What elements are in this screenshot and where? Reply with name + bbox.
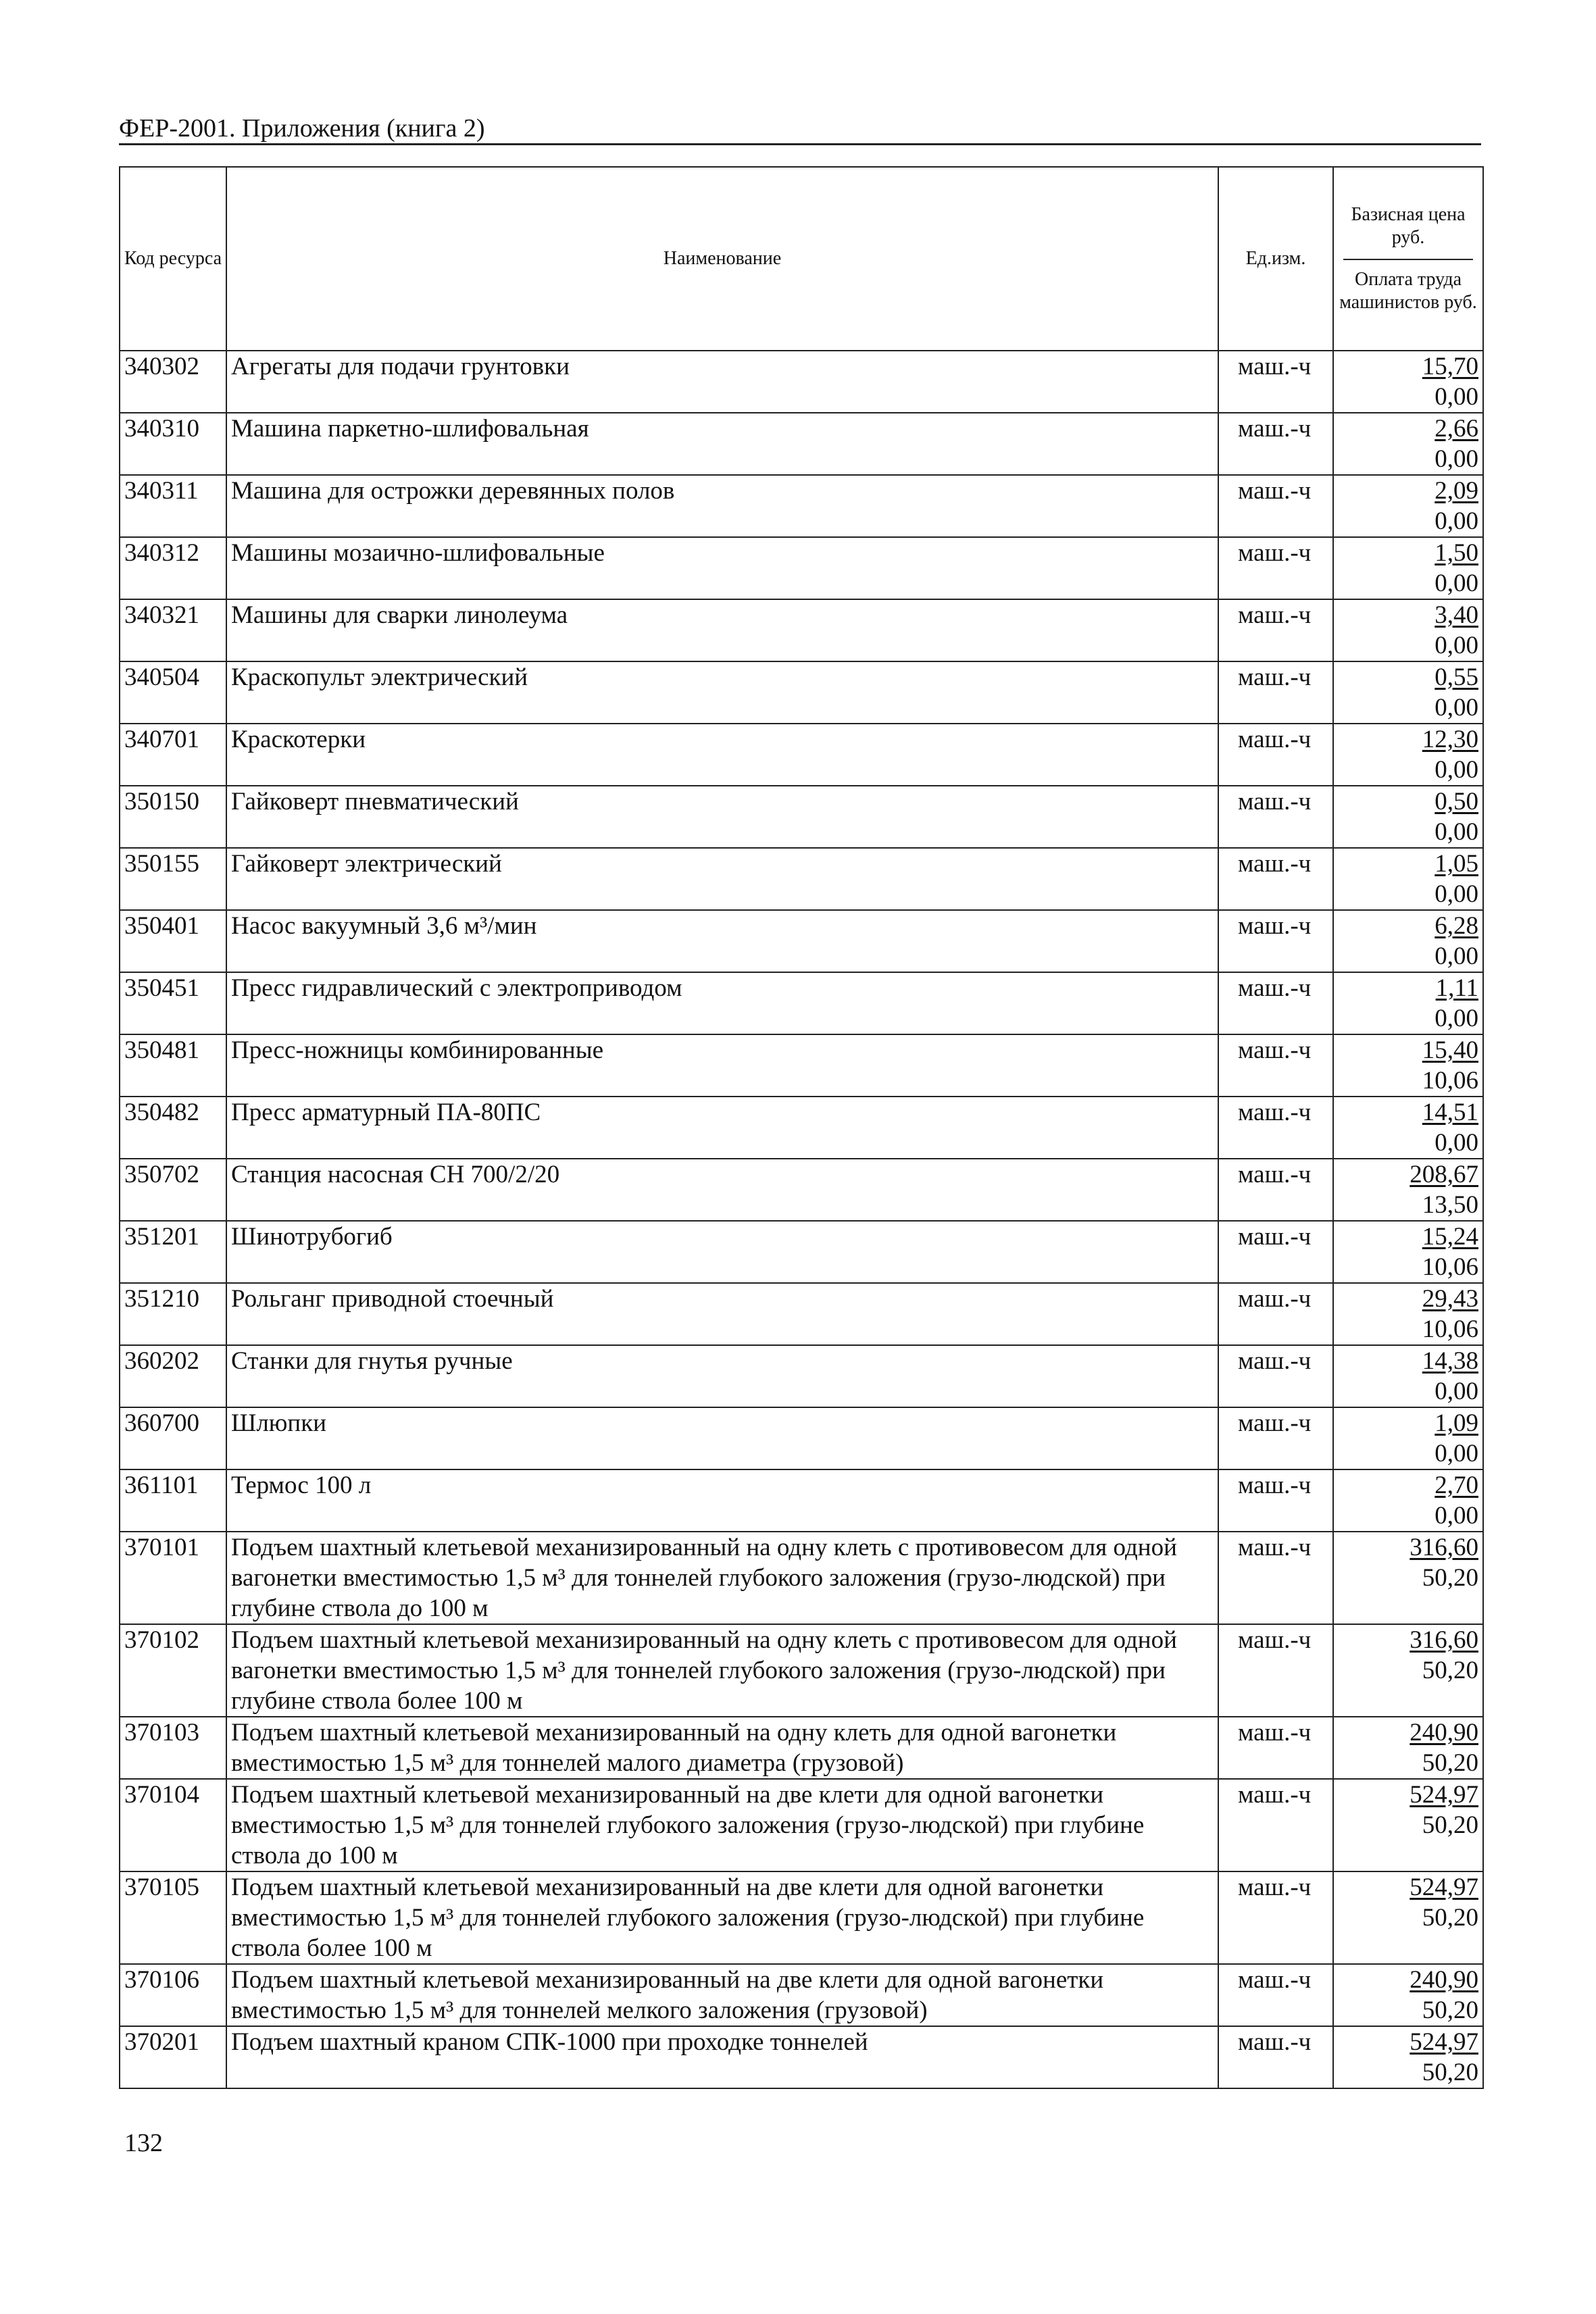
table-row [120,848,1483,910]
cell-unit: маш.-ч [1218,1097,1333,1159]
cell-unit: маш.-ч [1218,1469,1333,1532]
operator-wage-value: 10,06 [1422,1067,1478,1095]
cell-unit: маш.-ч [1218,1964,1333,2026]
operator-wage-value: 0,00 [1435,632,1478,659]
base-price-value: 15,24 [1422,1223,1478,1251]
cell-resource-name: Подъем шахтный клетьевой механизированный на одну клеть с противовесом для одной вагонетки вместимостью 1,5 м³ для тоннелей глубокого заложения (грузо-людской) при глубине ствола более 100 м [226,1624,1218,1717]
base-price-value: 208,67 [1410,1161,1478,1188]
cell-resource-code: 340310 [120,413,226,475]
cell-unit: маш.-ч [1218,848,1333,910]
cell-unit: маш.-ч [1218,1871,1333,1964]
operator-wage-value: 0,00 [1435,880,1478,908]
cell-price [1333,848,1483,910]
cell-resource-name: Рольганг приводной стоечный [226,1283,1218,1345]
table-row [120,413,1483,475]
table-row [120,2026,1483,2088]
cell-unit: маш.-ч [1218,1717,1333,1779]
cell-unit: маш.-ч [1218,475,1333,537]
base-price-value: 240,90 [1410,1966,1478,1994]
cell-resource-name: Подъем шахтный клетьевой механизированный на две клети для одной вагонетки вместимостью 1,5 м³ для тоннелей мелкого заложения (грузовой) [226,1964,1218,2026]
table-row [120,599,1483,661]
cell-resource-name: Подъем шахтный клетьевой механизированный на одну клеть с противовесом для одной вагонетки вместимостью 1,5 м³ для тоннелей глубокого заложения (грузо-людской) при глубине ствола до 100 м [226,1532,1218,1624]
table-row [120,1283,1483,1345]
operator-wage-value: 0,00 [1435,694,1478,722]
base-price-value: 524,97 [1410,1873,1478,1901]
table-row [120,351,1483,413]
base-price-value: 12,30 [1422,726,1478,753]
column-header-price [1333,167,1483,351]
base-price-value: 1,11 [1435,974,1478,1002]
cell-unit: маш.-ч [1218,786,1333,848]
cell-price [1333,1221,1483,1283]
cell-price [1333,1871,1483,1964]
cell-resource-code: 370201 [120,2026,226,2088]
base-price-value: 14,38 [1422,1347,1478,1375]
cell-resource-code: 350155 [120,848,226,910]
cell-unit: маш.-ч [1218,1034,1333,1097]
cell-resource-name: Термос 100 л [226,1469,1218,1532]
table-row [120,475,1483,537]
cell-unit: маш.-ч [1218,351,1333,413]
cell-price [1333,1159,1483,1221]
cell-price [1333,661,1483,724]
column-header-base-price: Базисная цена руб. [1343,203,1473,260]
cell-resource-code: 350401 [120,910,226,972]
cell-resource-name: Подъем шахтный клетьевой механизированный на две клети для одной вагонетки вместимостью 1,5 м³ для тоннелей глубокого заложения (грузо-людской) при глубине ствола до 100 м [226,1779,1218,1871]
table-row [120,1159,1483,1221]
operator-wage-value: 0,00 [1435,1129,1478,1157]
cell-price [1333,475,1483,537]
cell-price [1333,1034,1483,1097]
column-header-operator-wage: Оплата труда машинистов руб. [1339,269,1477,313]
cell-resource-name: Станки для гнутья ручные [226,1345,1218,1407]
cell-unit: маш.-ч [1218,724,1333,786]
cell-price [1333,1964,1483,2026]
cell-unit: маш.-ч [1218,1407,1333,1469]
cell-price [1333,786,1483,848]
column-header-unit: Ед.изм. [1218,167,1333,351]
cell-resource-code: 360202 [120,1345,226,1407]
page-header-title: ФЕР-2001. Приложения (книга 2) [119,114,485,143]
table-row [120,1407,1483,1469]
cell-price [1333,910,1483,972]
operator-wage-value: 0,00 [1435,756,1478,784]
table-row [120,1964,1483,2026]
cell-resource-code: 340312 [120,537,226,599]
cell-resource-name: Шлюпки [226,1407,1218,1469]
operator-wage-value: 0,00 [1435,383,1478,411]
cell-unit: маш.-ч [1218,972,1333,1034]
cell-unit: маш.-ч [1218,2026,1333,2088]
cell-price [1333,1532,1483,1624]
cell-resource-code: 370102 [120,1624,226,1717]
cell-resource-name: Машина паркетно-шлифовальная [226,413,1218,475]
base-price-value: 29,43 [1422,1285,1478,1313]
cell-resource-name: Краскотерки [226,724,1218,786]
operator-wage-value: 13,50 [1422,1191,1478,1219]
operator-wage-value: 50,20 [1422,1811,1478,1839]
base-price-value: 15,70 [1422,353,1478,380]
operator-wage-value: 0,00 [1435,1378,1478,1405]
table-row [120,1624,1483,1717]
cell-resource-name: Машины мозаично-шлифовальные [226,537,1218,599]
cell-resource-code: 370105 [120,1871,226,1964]
cell-resource-code: 350482 [120,1097,226,1159]
cell-resource-code: 370104 [120,1779,226,1871]
cell-price [1333,1407,1483,1469]
cell-price [1333,599,1483,661]
cell-unit: маш.-ч [1218,1624,1333,1717]
cell-price [1333,1469,1483,1532]
base-price-value: 14,51 [1422,1099,1478,1126]
cell-resource-code: 350481 [120,1034,226,1097]
cell-resource-code: 360700 [120,1407,226,1469]
table-row [120,910,1483,972]
cell-resource-name: Пресс арматурный ПА-80ПС [226,1097,1218,1159]
operator-wage-value: 0,00 [1435,445,1478,473]
cell-resource-code: 370101 [120,1532,226,1624]
operator-wage-value: 50,20 [1422,1657,1478,1684]
cell-resource-code: 350451 [120,972,226,1034]
operator-wage-value: 50,20 [1422,1904,1478,1932]
operator-wage-value: 10,06 [1422,1253,1478,1281]
header-divider [119,143,1481,145]
cell-resource-name: Подъем шахтный клетьевой механизированный на одну клеть для одной вагонетки вместимостью 1,5 м³ для тоннелей малого диаметра (грузовой) [226,1717,1218,1779]
cell-resource-name: Гайковерт пневматический [226,786,1218,848]
cell-resource-code: 340311 [120,475,226,537]
cell-price [1333,537,1483,599]
column-header-name: Наименование [226,167,1218,351]
cell-unit: маш.-ч [1218,1532,1333,1624]
cell-resource-name: Агрегаты для подачи грунтовки [226,351,1218,413]
operator-wage-value: 0,00 [1435,942,1478,970]
table-row [120,1532,1483,1624]
table-row [120,1871,1483,1964]
cell-unit: маш.-ч [1218,661,1333,724]
page-number: 132 [124,2129,163,2157]
cell-unit: маш.-ч [1218,537,1333,599]
table-row [120,1221,1483,1283]
base-price-value: 1,09 [1435,1409,1478,1437]
cell-resource-name: Пресс гидравлический с электроприводом [226,972,1218,1034]
resource-price-table [119,166,1484,2089]
cell-unit: маш.-ч [1218,1283,1333,1345]
column-header-code: Код ресурса [120,167,226,351]
cell-resource-name: Машины для сварки линолеума [226,599,1218,661]
table-row [120,786,1483,848]
cell-resource-code: 361101 [120,1469,226,1532]
cell-resource-name: Краскопульт электрический [226,661,1218,724]
cell-unit: маш.-ч [1218,1159,1333,1221]
table-row [120,972,1483,1034]
cell-resource-name: Пресс-ножницы комбинированные [226,1034,1218,1097]
table-row [120,1034,1483,1097]
base-price-value: 524,97 [1410,1781,1478,1809]
cell-price [1333,413,1483,475]
base-price-value: 2,66 [1435,415,1478,443]
cell-resource-code: 340504 [120,661,226,724]
cell-price [1333,724,1483,786]
operator-wage-value: 0,00 [1435,1502,1478,1530]
cell-resource-name: Подъем шахтный краном СПК-1000 при проходке тоннелей [226,2026,1218,2088]
cell-price [1333,1345,1483,1407]
cell-price [1333,1624,1483,1717]
cell-unit: маш.-ч [1218,1779,1333,1871]
cell-price [1333,2026,1483,2088]
table-row [120,1469,1483,1532]
base-price-value: 524,97 [1410,2028,1478,2056]
table-row [120,1345,1483,1407]
operator-wage-value: 0,00 [1435,1005,1478,1032]
cell-resource-name: Подъем шахтный клетьевой механизированный на две клети для одной вагонетки вместимостью 1,5 м³ для тоннелей глубокого заложения (грузо-людской) при глубине ствола более 100 м [226,1871,1218,1964]
cell-price [1333,1283,1483,1345]
cell-resource-code: 350150 [120,786,226,848]
cell-price [1333,351,1483,413]
table-row [120,1717,1483,1779]
base-price-value: 316,60 [1410,1534,1478,1561]
cell-unit: маш.-ч [1218,413,1333,475]
table-row [120,661,1483,724]
cell-resource-code: 351201 [120,1221,226,1283]
cell-unit: маш.-ч [1218,910,1333,972]
table-body [120,351,1483,2088]
cell-unit: маш.-ч [1218,1345,1333,1407]
cell-price [1333,1779,1483,1871]
base-price-value: 1,05 [1435,850,1478,878]
cell-resource-code: 340302 [120,351,226,413]
cell-resource-name: Насос вакуумный 3,6 м³/мин [226,910,1218,972]
base-price-value: 1,50 [1435,539,1478,567]
operator-wage-value: 0,00 [1435,1440,1478,1467]
table-row [120,537,1483,599]
cell-resource-name: Станция насосная СН 700/2/20 [226,1159,1218,1221]
base-price-value: 2,70 [1435,1472,1478,1499]
cell-price [1333,1717,1483,1779]
table-row [120,1779,1483,1871]
cell-unit: маш.-ч [1218,599,1333,661]
table-row [120,1097,1483,1159]
operator-wage-value: 50,20 [1422,1749,1478,1777]
base-price-value: 240,90 [1410,1719,1478,1746]
cell-resource-code: 351210 [120,1283,226,1345]
base-price-value: 316,60 [1410,1626,1478,1654]
cell-resource-name: Шинотрубогиб [226,1221,1218,1283]
base-price-value: 3,40 [1435,601,1478,629]
cell-resource-code: 340701 [120,724,226,786]
table-row [120,724,1483,786]
cell-resource-code: 350702 [120,1159,226,1221]
base-price-value: 0,50 [1435,788,1478,815]
base-price-value: 2,09 [1435,477,1478,505]
base-price-value: 6,28 [1435,912,1478,940]
operator-wage-value: 0,00 [1435,507,1478,535]
operator-wage-value: 10,06 [1422,1315,1478,1343]
base-price-value: 15,40 [1422,1036,1478,1064]
cell-resource-code: 370103 [120,1717,226,1779]
operator-wage-value: 0,00 [1435,818,1478,846]
cell-price [1333,1097,1483,1159]
cell-resource-code: 370106 [120,1964,226,2026]
operator-wage-value: 50,20 [1422,1564,1478,1592]
operator-wage-value: 50,20 [1422,2059,1478,2086]
base-price-value: 0,55 [1435,663,1478,691]
cell-resource-name: Машина для острожки деревянных полов [226,475,1218,537]
cell-price [1333,972,1483,1034]
operator-wage-value: 0,00 [1435,570,1478,597]
cell-resource-code: 340321 [120,599,226,661]
cell-unit: маш.-ч [1218,1221,1333,1283]
cell-resource-name: Гайковерт электрический [226,848,1218,910]
operator-wage-value: 50,20 [1422,1996,1478,2024]
